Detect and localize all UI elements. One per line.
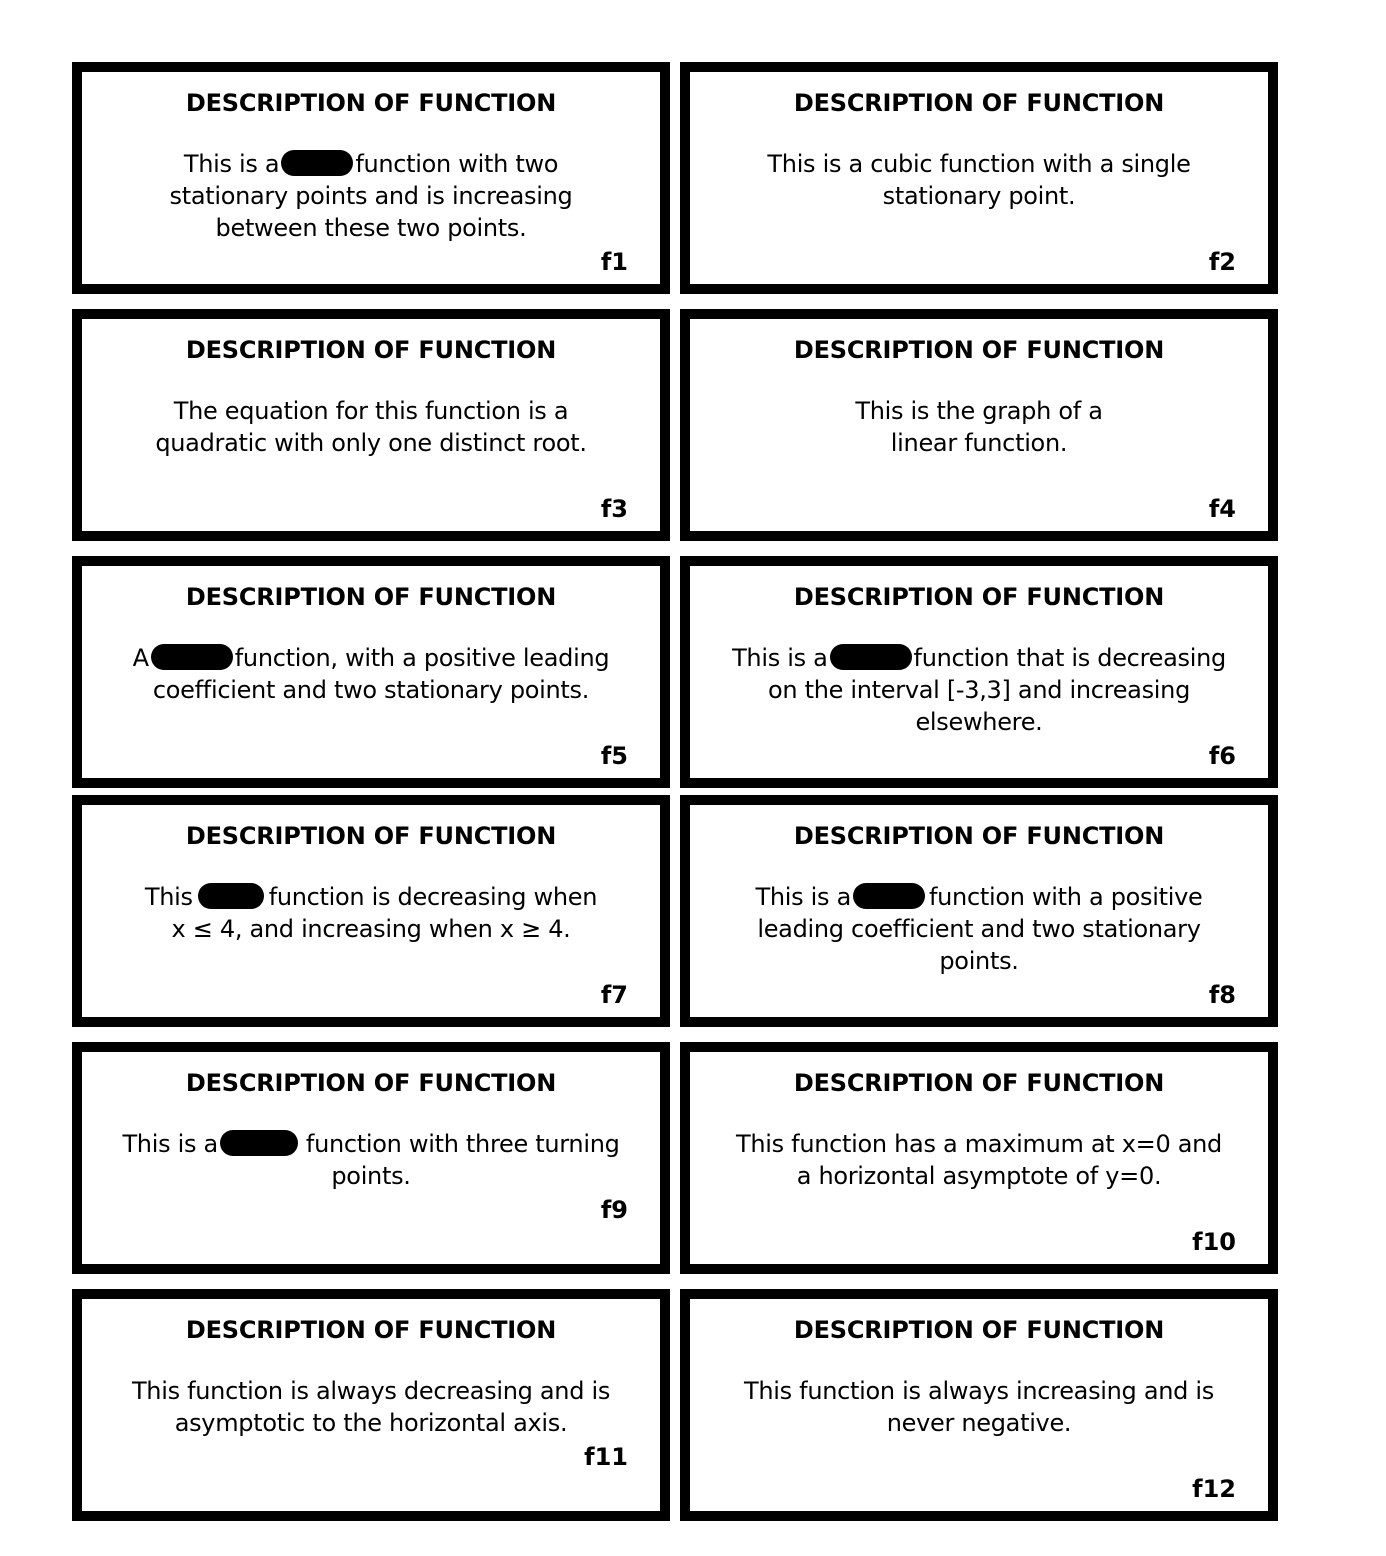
text-before-redaction: A [132, 644, 149, 672]
description-line-1 [96, 881, 646, 913]
description-line-3: points. [939, 947, 1019, 975]
card-code: f1 [600, 248, 628, 276]
description-line-1 [96, 642, 646, 674]
card-code: f7 [600, 981, 628, 1009]
description-card-f11 [72, 1289, 670, 1521]
description-line-1 [96, 148, 646, 180]
card-title: DESCRIPTION OF FUNCTION [793, 89, 1165, 117]
text-after-redaction: function with two [355, 150, 559, 178]
description-card-f4 [680, 309, 1278, 541]
card-description [704, 1375, 1254, 1439]
description-card-f8 [680, 795, 1278, 1027]
card-title: DESCRIPTION OF FUNCTION [793, 583, 1165, 611]
description-card-f3 [72, 309, 670, 541]
card-title: DESCRIPTION OF FUNCTION [793, 1316, 1165, 1344]
card-title: DESCRIPTION OF FUNCTION [185, 89, 557, 117]
description-card-f9 [72, 1042, 670, 1274]
card-description [96, 148, 646, 244]
text-after-redaction: function, with a positive leading [234, 644, 610, 672]
description-line-2: stationary point. [882, 182, 1076, 210]
text-before-redaction: This is a [122, 1130, 218, 1158]
description-line-3: between these two points. [215, 214, 527, 242]
card-description [96, 642, 646, 706]
description-line-1: This function is always decreasing and is [131, 1377, 611, 1405]
card-description [704, 1128, 1254, 1192]
card-title: DESCRIPTION OF FUNCTION [793, 336, 1165, 364]
card-code: f10 [1192, 1228, 1236, 1256]
redaction-mark [198, 883, 264, 909]
card-code: f3 [600, 495, 628, 523]
card-description [704, 642, 1254, 738]
redaction-mark [151, 644, 233, 670]
card-title: DESCRIPTION OF FUNCTION [185, 1069, 557, 1097]
description-line-2: stationary points and is increasing [169, 182, 573, 210]
description-line-2: a horizontal asymptote of y=0. [796, 1162, 1162, 1190]
description-card-f1 [72, 62, 670, 294]
card-code: f12 [1192, 1475, 1236, 1503]
card-code: f6 [1208, 742, 1236, 770]
description-line-2: leading coefficient and two stationary [757, 915, 1201, 943]
description-line-2: coefficient and two stationary points. [152, 676, 590, 704]
card-title: DESCRIPTION OF FUNCTION [185, 336, 557, 364]
card-description [704, 395, 1254, 459]
card-code: f5 [600, 742, 628, 770]
description-line-1 [704, 642, 1254, 674]
card-title: DESCRIPTION OF FUNCTION [185, 583, 557, 611]
text-before-redaction: This is a [732, 644, 828, 672]
description-line-2: linear function. [890, 429, 1068, 457]
card-code: f2 [1208, 248, 1236, 276]
card-title: DESCRIPTION OF FUNCTION [185, 1316, 557, 1344]
description-line-2: on the interval [-3,3] and increasing [767, 676, 1191, 704]
text-after-redaction: function with a positive [928, 883, 1203, 911]
card-code: f4 [1208, 495, 1236, 523]
card-description [96, 1128, 646, 1192]
redaction-mark [830, 644, 912, 670]
description-line-2: never negative. [886, 1409, 1072, 1437]
description-line-2: x ≤ 4, and increasing when x ≥ 4. [171, 915, 571, 943]
description-card-f2 [680, 62, 1278, 294]
card-title: DESCRIPTION OF FUNCTION [185, 822, 557, 850]
description-line-2: points. [331, 1162, 411, 1190]
description-line-1: The equation for this function is a [173, 397, 569, 425]
text-before-redaction: This is a [183, 150, 280, 178]
text-before-redaction: This [144, 883, 193, 911]
description-line-3: elsewhere. [915, 708, 1043, 736]
card-description [96, 881, 646, 945]
redaction-mark [853, 883, 925, 909]
description-line-1: This function is always increasing and is [744, 1377, 1214, 1405]
description-card-f7 [72, 795, 670, 1027]
text-after-redaction: function that is decreasing [913, 644, 1226, 672]
description-line-1: This is a cubic function with a single [767, 150, 1191, 178]
description-line-1: This function has a maximum at x=0 and [736, 1130, 1222, 1158]
description-card-f6 [680, 556, 1278, 788]
description-line-1 [96, 1128, 646, 1160]
description-card-f12 [680, 1289, 1278, 1521]
text-after-redaction: function is decreasing when [268, 883, 598, 911]
card-title: DESCRIPTION OF FUNCTION [793, 822, 1165, 850]
description-card-f5 [72, 556, 670, 788]
card-title: DESCRIPTION OF FUNCTION [793, 1069, 1165, 1097]
description-line-1 [704, 881, 1254, 913]
redaction-mark [281, 150, 353, 176]
card-description [704, 148, 1254, 212]
card-description [96, 1375, 646, 1439]
description-line-2: quadratic with only one distinct root. [155, 429, 587, 457]
description-card-f10 [680, 1042, 1278, 1274]
card-description [704, 881, 1254, 977]
text-before-redaction: This is a [755, 883, 851, 911]
description-line-1: This is the graph of a [855, 397, 1103, 425]
card-code: f9 [600, 1196, 628, 1224]
card-description [96, 395, 646, 459]
text-after-redaction: function with three turning [305, 1130, 620, 1158]
redaction-mark [220, 1130, 298, 1156]
card-code: f8 [1208, 981, 1236, 1009]
description-line-2: asymptotic to the horizontal axis. [174, 1409, 568, 1437]
card-code: f11 [584, 1443, 628, 1471]
